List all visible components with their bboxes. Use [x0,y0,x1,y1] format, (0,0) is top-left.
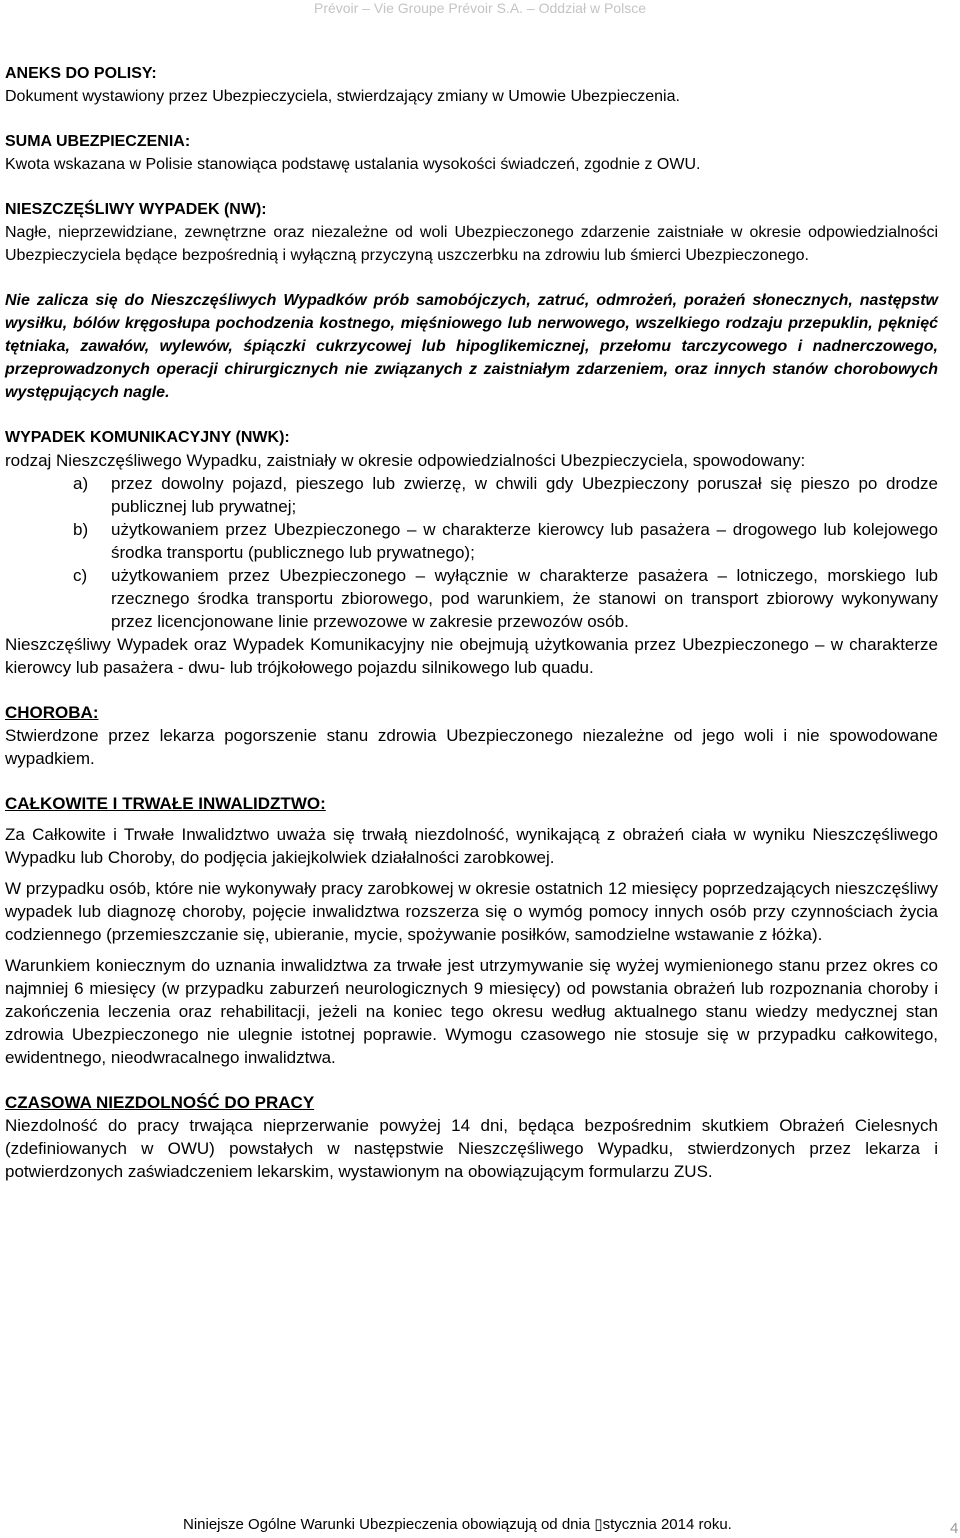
list-item-marker: b) [73,520,89,539]
section-czasowa [5,1091,938,1183]
list-item-text: przez dowolny pojazd, pieszego lub zwierzę, w chwili gdy Ubezpieczony poruszał się pieszo po drodze publicznej lub prywatnej; [111,474,938,516]
section-text-suma: Kwota wskazana w Polisie stanowiąca podstawę ustalania wysokości świadczeń, zgodnie z OWU. [5,156,701,173]
section-text-choroba: Stwierdzone przez lekarza pogorszenie stanu zdrowia Ubezpieczonego niezależne od jego woli i nie spowodowane wypadkiem. [5,726,938,768]
section-title-nw: NIESZCZĘŚLIWY WYPADEK (NW): [5,201,267,218]
section-suma [5,130,938,176]
inwalidztwo-paragraph-1: Za Całkowite i Trwałe Inwalidztwo uważa się trwałą niezdolność, wynikającą z obrażeń ciała w wyniku Nieszczęśliwego Wypadku lub Choroby, do podjęcia jakiejkolwiek działalności zarobkowej. [5,825,938,867]
nwk-list [5,472,938,633]
section-text-nw: Nagłe, nieprzewidziane, zewnętrzne oraz niezależne od woli Ubezpieczonego zdarzenie zaistniałe w okresie odpowiedzialności Ubezpieczyciela będące bezpośrednią i wyłączną przyczyną uszczerbku na zdrowiu lub śmierci Ubezpieczonego. [5,224,938,264]
section-text-aneks: Dokument wystawiony przez Ubezpieczyciela, stwierdzający zmiany w Umowie Ubezpieczenia. [5,88,680,105]
list-item [5,472,938,518]
document-body [5,62,938,1205]
list-item [5,564,938,633]
section-title-aneks: ANEKS DO POLISY: [5,65,157,82]
section-title-czasowa: CZASOWA NIEZDOLNOŚĆ DO PRACY [5,1093,315,1112]
inwalidztwo-paragraph-3: Warunkiem koniecznym do uznania inwalidztwa za trwałe jest utrzymywanie się wyżej wymienionego stanu przez okres co najmniej 6 miesięcy (w przypadku zaburzeń neurologicznych 9 miesięcy) od powstania obrażeń lub rozpoznania choroby i zakończenia leczenia oraz rehabilitacji, jeżeli na koniec tego okresu według aktualnego stanu wiedzy medycznej stan zdrowia Ubezpieczonego nie ulegnie istotnej poprawie. Wymogu czasowego nie stosuje się w przypadku całkowitego, ewidentnego, nieodwracalnego inwalidztwa. [5,956,938,1067]
section-nw [5,198,938,404]
nwk-outro: Nieszczęśliwy Wypadek oraz Wypadek Komunikacyjny nie obejmują użytkowania przez Ubezpieczonego – w charakterze kierowcy lub pasażera - dwu- lub trójkołowego pojazdu silnikowego lub quadu. [5,635,938,677]
section-title-suma: SUMA UBEZPIECZENIA: [5,133,191,150]
section-title-choroba: CHOROBA: [5,703,99,722]
section-text-czasowa: Niezdolność do pracy trwająca nieprzerwanie powyżej 14 dni, będąca bezpośrednim skutkiem Obrażeń Cielesnych (zdefiniowanych w OWU) powstałych w następstwie Nieszczęśliwego Wypadku, stwierdzonych przez lekarza i potwierdzonych zaświadczeniem lekarskim, wystawionym na obowiązującym formularzu ZUS. [5,1116,938,1181]
list-item-text: użytkowaniem przez Ubezpieczonego – wyłącznie w charakterze pasażera – lotniczego, morskiego lub rzecznego środka transportu zbiorowego, pod warunkiem, że stanowi on transport zbiorowy wykonywany przez licencjonowane linie przewozowe w zakresie przewozów osób. [111,566,938,631]
section-nwk [5,426,938,679]
nw-exclusion-note: Nie zalicza się do Nieszczęśliwych Wypadków prób samobójczych, zatruć, odmrożeń, porażeń słonecznych, następstw wysiłku, bólów kręgosłupa pochodzenia kostnego, mięśniowego lub nerwowego, wszelkiego rodzaju przepuklin, pęknięć tętniaka, zawałów, wylewów, śpiączki cukrzycowej lub hipoglikemicznej, przełomu tarczycowego i nadnerczowego, przeprowadzonych operacji chirurgicznych nie związanych z zaistniałym zdarzeniem, oraz innych stanów chorobowych występujących nagle. [5,292,938,401]
nwk-intro: rodzaj Nieszczęśliwego Wypadku, zaistniały w okresie odpowiedzialności Ubezpieczyciela, spowodowany: [5,451,806,470]
list-item-text: użytkowaniem przez Ubezpieczonego – w charakterze kierowcy lub pasażera – drogowego lub kolejowego środka transportu (publicznego lub prywatnego); [111,520,938,562]
section-aneks [5,62,938,108]
page-header: Prévoir – Vie Groupe Prévoir S.A. – Oddział w Polsce [313,0,646,16]
list-item [5,518,938,564]
section-title-nwk: WYPADEK KOMUNIKACYJNY (NWK): [5,429,290,446]
section-inwalidztwo [5,792,938,1069]
footer-text: Niniejsze Ogólne Warunki Ubezpieczenia obowiązują od dnia ▯stycznia 2014 roku. [183,1516,732,1533]
list-item-marker: c) [73,566,88,585]
section-choroba [5,701,938,770]
section-title-inwalidztwo: CAŁKOWITE I TRWAŁE INWALIDZTWO: [5,794,326,813]
list-item-marker: a) [73,474,89,493]
page-number: 4 [950,1520,959,1537]
inwalidztwo-paragraph-2: W przypadku osób, które nie wykonywały pracy zarobkowej w okresie ostatnich 12 miesięcy poprzedzających nieszczęśliwy wypadek lub diagnozę choroby, pojęcie inwalidztwa rozszerza się o wymóg pomocy innych osób przy czynnościach życia codziennego (przemieszczanie się, ubieranie, mycie, spożywanie posiłków, samodzielne wstawanie z łóżka). [5,879,938,944]
